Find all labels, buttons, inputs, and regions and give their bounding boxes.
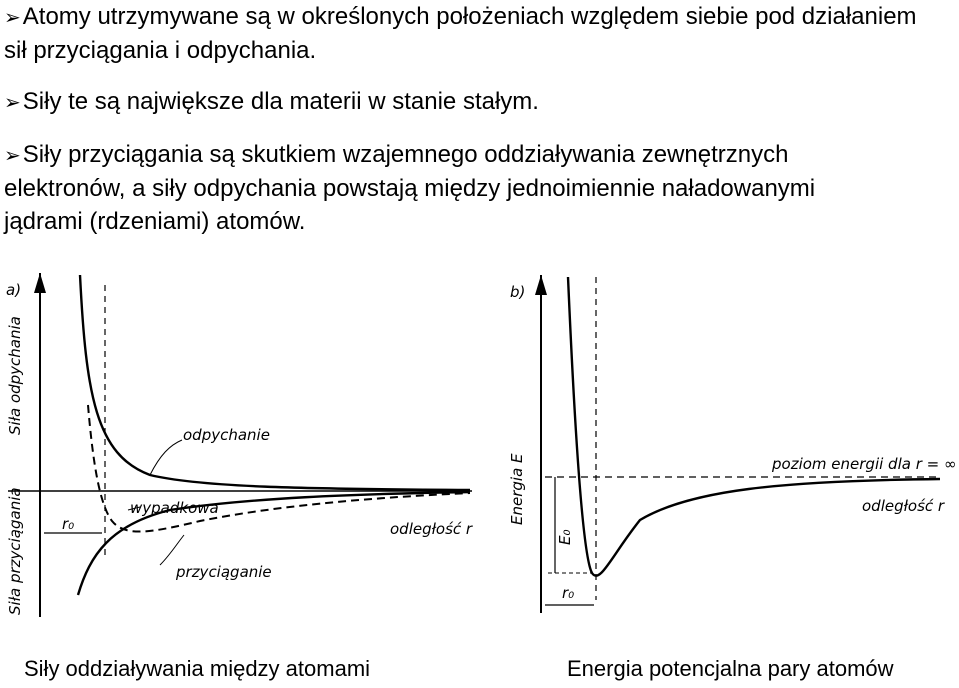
panel-b-energy	[508, 275, 956, 613]
bullet-text: Siły te są największe dla materii w stanie stałym.	[22, 88, 539, 115]
caption-left: Siły oddziaływania między atomami	[24, 656, 371, 681]
panel-a-ylabel-top: Siła odpychania	[6, 316, 24, 435]
curve-repulsion	[80, 275, 470, 490]
arrow-bullet-icon: ➢	[4, 90, 21, 114]
panel-a-ylabel-bottom: Siła przyciągania	[6, 487, 24, 615]
panel-b-label: b)	[510, 283, 526, 301]
panel-b-y-arrow-up	[535, 275, 547, 295]
panel-b-e0-label: E₀	[556, 529, 574, 545]
bullet-item-3	[4, 138, 834, 238]
panel-b-ylabel: Energia E	[508, 453, 526, 525]
bullet-text: Atomy utrzymywane są w określonych położeniach względem siebie pod działaniem sił przyciągania i odpychania.	[4, 3, 917, 64]
label-attraction: przyciąganie	[176, 563, 272, 581]
arrow-bullet-icon: ➢	[4, 143, 21, 167]
bullet-item-1	[4, 0, 944, 67]
curve-energy	[568, 277, 940, 576]
label-repulsion: odpychanie	[183, 426, 270, 444]
label-resultant: wypadkowa	[130, 499, 219, 517]
panel-a-y-arrow-up	[34, 273, 46, 293]
interatomic-diagram	[0, 255, 959, 635]
panel-b-r0-label: r₀	[562, 584, 575, 602]
panel-a-xlabel: odległość r	[390, 520, 473, 538]
leader-attraction	[160, 535, 184, 565]
panel-b-xlabel: odległość r	[862, 497, 945, 515]
panel-a-r0-label: r₀	[62, 515, 75, 533]
bullet-item-2	[4, 85, 539, 119]
leader-repulsion	[150, 440, 182, 475]
bullet-text: Siły przyciągania są skutkiem wzajemnego oddziaływania zewnętrznych elektronów, a siły odpychania powstają między jednoimiennie naładowanymi jądrami (rdzeniami) atomów.	[4, 141, 816, 235]
panel-b-reference-label: poziom energii dla r = ∞	[772, 455, 957, 473]
panel-a-forces	[6, 273, 473, 617]
caption-right: Energia potencjalna pary atomów	[567, 656, 894, 681]
arrow-bullet-icon: ➢	[4, 5, 21, 29]
panel-a-label: a)	[6, 281, 22, 299]
